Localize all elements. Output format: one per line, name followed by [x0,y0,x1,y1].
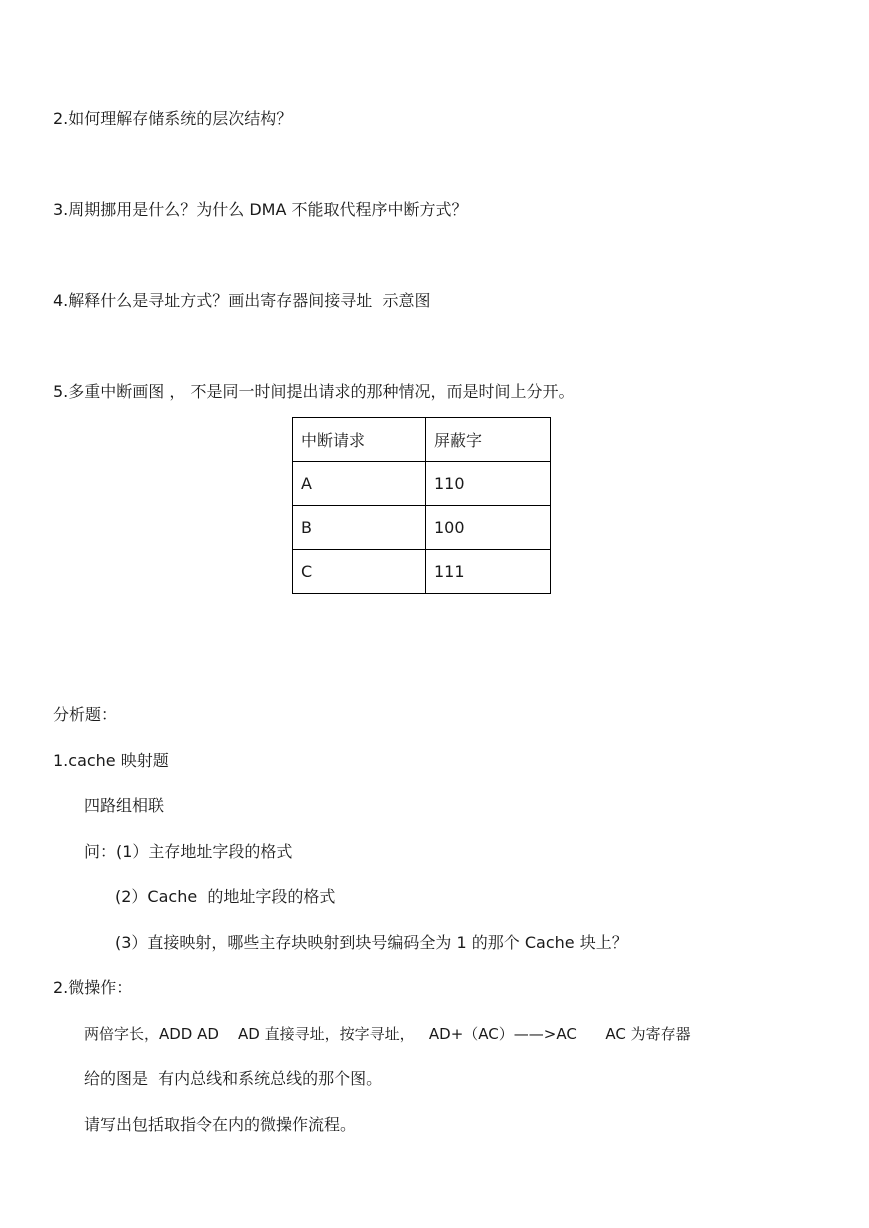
analysis-heading: 分析题： [53,705,118,724]
analysis-item2-line3: 请写出包括取指令在内的微操作流程。 [84,1115,357,1134]
question-4: 4.解释什么是寻址方式？画出寄存器间接寻址 示意图 [53,291,431,310]
table-cell: C [293,550,426,594]
analysis-item1-line2: 问：(1）主存地址字段的格式 [84,842,293,861]
analysis-item1-line3: (2）Cache 的地址字段的格式 [115,887,336,906]
table-header-cell: 屏蔽字 [426,418,551,462]
analysis-item1-line1: 四路组相联 [84,796,165,815]
analysis-item2-title: 2.微操作： [53,978,133,997]
analysis-item2-line1: 两倍字长，ADD AD AD 直接寻址，按字寻址， AD+（AC）——>AC AC 为寄存器 [84,1025,691,1043]
table-cell: A [293,462,426,506]
analysis-item2-line2: 给的图是 有内总线和系统总线的那个图。 [84,1069,383,1088]
table-cell: 111 [426,550,551,594]
table-cell: 100 [426,506,551,550]
question-5: 5.多重中断画图 ， 不是同一时间提出请求的那种情况，而是时间上分开。 [53,382,575,401]
question-2: 2.如何理解存储系统的层次结构？ [53,109,293,128]
table-row [293,506,551,550]
table-header-cell: 中断请求 [293,418,426,462]
interrupt-mask-table [292,417,551,594]
table-cell: 110 [426,462,551,506]
analysis-item1-title: 1.cache 映射题 [53,751,169,770]
table-row [293,550,551,594]
table-cell: B [293,506,426,550]
table-row [293,462,551,506]
table-header-row [293,418,551,462]
analysis-item1-line4: (3）直接映射，哪些主存块映射到块号编码全为 1 的那个 Cache 块上？ [115,933,628,952]
question-3: 3.周期挪用是什么？为什么 DMA 不能取代程序中断方式？ [53,200,468,219]
